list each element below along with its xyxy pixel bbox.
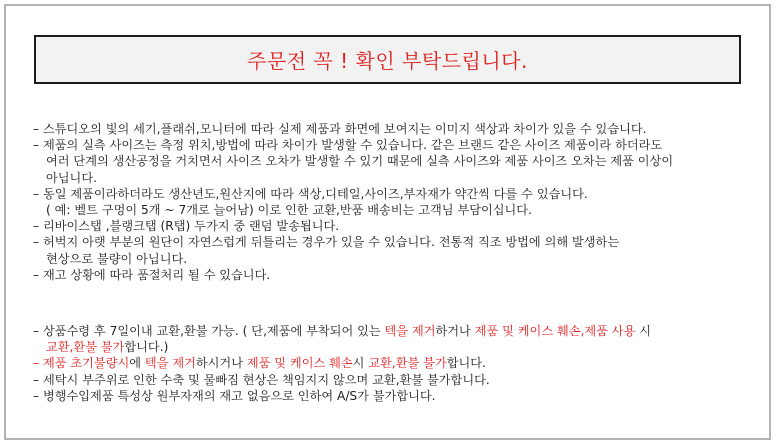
policy-text: 시 (352, 356, 369, 371)
note-line: 아닙니다. (46, 170, 97, 185)
policy-warning: 텍을 제거 (144, 356, 196, 371)
notice-banner (34, 35, 741, 84)
policy-text: 에 (129, 356, 145, 371)
notes-policy (33, 323, 753, 404)
notes-top (33, 121, 753, 283)
policy-warning: 제품 및 케이스 훼손,제품 사용 (474, 324, 636, 338)
note-line: 여러 단계의 생산공정을 거치면서 사이즈 오차가 발생할 수 있기 때문에 실측 사이즈와 제품 사이즈 오차는 제품 이상이 (46, 154, 674, 169)
policy-warning: 제품 및 케이스 훼손 (246, 356, 353, 371)
policy-warning: 교환,환불 불가 (368, 356, 447, 371)
policy-line-return (33, 323, 753, 339)
policy-text: – 상품수령 후 7일이내 교환,환불 가능. ( 단,제품에 부착되어 있는 (33, 324, 385, 338)
policy-line-return-cont (33, 339, 753, 355)
policy-text: 하시거나 (195, 356, 247, 371)
policy-warning: – 제품 초기불량시 (33, 356, 130, 371)
banner-title: 주문전 꼭 ! 확인 부탁드립니다. (247, 49, 528, 73)
note-line: ( 예: 벨트 구멍이 5개 ~ 7개로 늘어남) 이로 인한 교환,반품 배송비는 고객님 부담이십니다. (46, 203, 532, 218)
policy-warning: 교환,환불 불가 (46, 340, 125, 355)
policy-line-washing: – 세탁시 부주위로 인한 수축 및 물빠짐 현상은 책임지지 않으며 교환,환불 불가합니다. (33, 372, 490, 387)
note-line: – 동일 제품이라하더라도 생산년도,원산지에 따라 색상,디테일,사이즈,부자재가 약간씩 다를 수 있습니다. (33, 186, 588, 201)
note-line: – 제품의 실측 사이즈는 측정 위치,방법에 따라 차이가 발생할 수 있습니다. 같은 브랜드 같은 사이즈 제품이라 하더라도 (33, 138, 663, 153)
policy-line-import: – 병행수입제품 특성상 원부자재의 재고 없음으로 인하여 A/S가 불가합니다. (33, 388, 436, 403)
policy-warning: 텍을 제거 (384, 324, 436, 338)
note-line: – 스튜디오의 빛의 세기,플래쉬,모니터에 따라 실제 제품과 화면에 보여지는 이미지 색상과 차이가 있을 수 있습니다. (33, 122, 647, 136)
policy-text: 시 (635, 324, 652, 338)
note-line: – 재고 상황에 따라 품절처리 될 수 있습니다. (33, 267, 271, 282)
policy-line-defect (33, 355, 753, 371)
policy-text: 합니다. (446, 356, 486, 371)
note-line: 현상으로 불량이 아닙니다. (46, 251, 188, 266)
note-line: – 리바이스탭 ,블랭크탭 (R탭) 두가지 중 랜덤 발송됩니다. (33, 219, 340, 234)
policy-text: 합니다.) (124, 340, 169, 355)
note-line: – 허벅지 아랫 부분의 원단이 자연스럽게 뒤틀리는 경우가 있을 수 있습니다. 전통적 직조 방법에 의해 발생하는 (33, 235, 620, 250)
policy-text: 하거나 (435, 324, 475, 338)
